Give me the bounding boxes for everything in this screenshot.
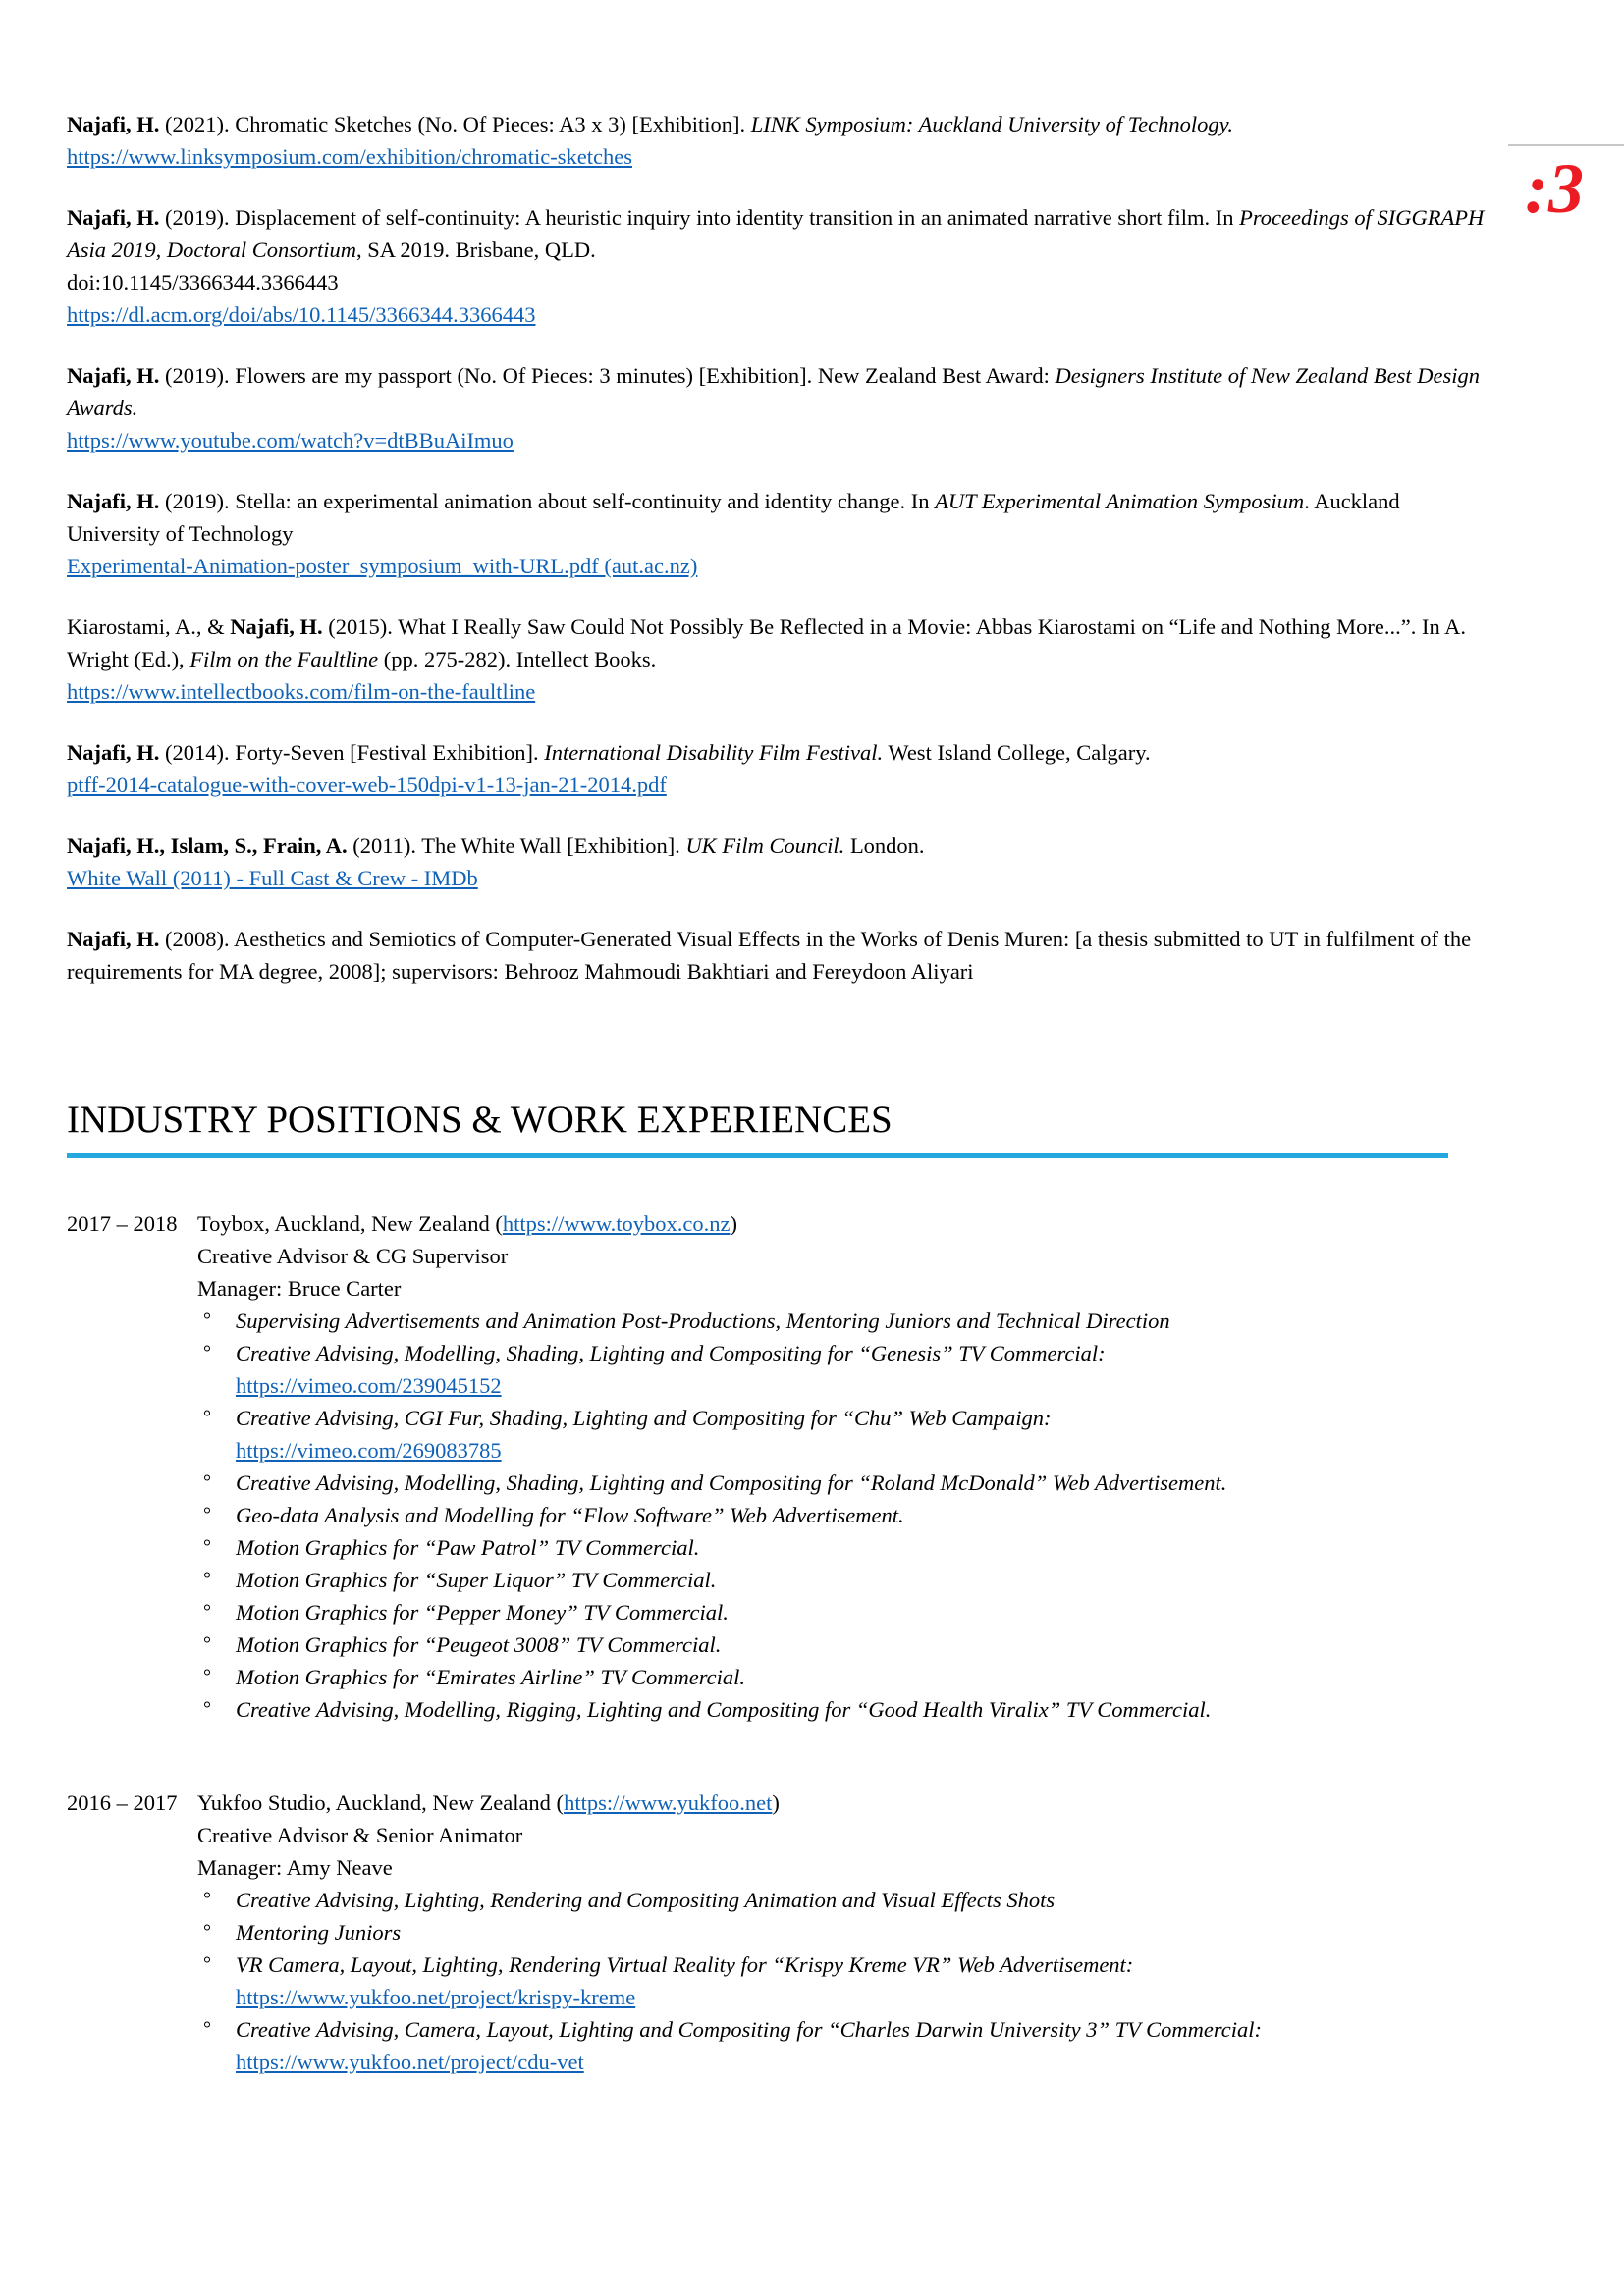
text-segment: Najafi, H. — [67, 112, 160, 136]
bullet-item — [197, 1916, 1498, 1949]
text-segment: (2019). Flowers are my passport (No. Of Pieces: 3 minutes) [Exhibition]. New Zealand Best Award: — [159, 363, 1056, 388]
bullet-item — [197, 1629, 1498, 1661]
publication-line — [67, 485, 1498, 550]
text-segment: Designers Institute of New Zealand Best Design Awards. — [67, 363, 1480, 420]
text-segment: Najafi, H. — [67, 363, 160, 388]
degree-bullet-icon: ° — [203, 1698, 211, 1720]
text-segment: London. — [844, 833, 925, 858]
experiences-list — [67, 1207, 1498, 2078]
text-segment: (2019). Stella: an experimental animation about self-continuity and identity change. In — [159, 489, 936, 513]
publication-line — [67, 923, 1498, 988]
publication-line — [67, 108, 1498, 140]
bullet-label: Creative Advising, Modelling, Shading, Lighting and Compositing for “Roland McDonald” Web Advertisement. — [236, 1470, 1227, 1495]
degree-bullet-icon: ° — [203, 1342, 211, 1363]
bullet-item — [197, 1564, 1498, 1596]
bullet-content — [236, 1661, 1498, 1693]
bullet-label: Creative Advising, Lighting, Rendering and Compositing Animation and Visual Effects Shots — [236, 1888, 1056, 1912]
hyperlink[interactable]: https://www.youtube.com/watch?v=dtBBuAiImuo — [67, 428, 514, 453]
publication-entry — [67, 359, 1498, 456]
bullet-content — [236, 1467, 1498, 1499]
bullet-content — [236, 1337, 1498, 1402]
text-segment: International Disability Film Festival. — [544, 740, 884, 765]
degree-bullet-icon: ° — [203, 1407, 211, 1428]
experience-dates: 2016 – 2017 — [67, 1790, 178, 1815]
bullet-label: Motion Graphics for “Paw Patrol” TV Commercial. — [236, 1535, 700, 1560]
bullet-content — [236, 1402, 1498, 1467]
hyperlink[interactable]: https://www.yukfoo.net/project/cdu-vet — [236, 2050, 584, 2074]
hyperlink[interactable]: https://www.yukfoo.net — [564, 1790, 773, 1815]
text-segment: Film on the Faultline — [189, 647, 379, 671]
experience-organization — [197, 1207, 1498, 1240]
hyperlink[interactable]: https://www.linksymposium.com/exhibition/chromatic-sketches — [67, 144, 632, 169]
hyperlink[interactable]: https://www.intellectbooks.com/film-on-the-faultline — [67, 679, 536, 704]
text-segment: Yukfoo Studio, Auckland, New Zealand ( — [197, 1790, 565, 1815]
experience-entry — [67, 1787, 1498, 2078]
hyperlink[interactable]: Experimental-Animation-poster_symposium_with-URL.pdf (aut.ac.nz) — [67, 554, 698, 578]
bullet-item — [197, 1693, 1498, 1726]
bullet-item — [197, 1337, 1498, 1402]
bullet-content — [236, 1564, 1498, 1596]
bullet-label: VR Camera, Layout, Lighting, Rendering Virtual Reality for “Krispy Kreme VR” Web Advertisement: — [236, 1952, 1134, 1977]
experience-entry — [67, 1207, 1498, 1726]
text-segment: (2021). Chromatic Sketches (No. Of Pieces: A3 x 3) [Exhibition]. — [159, 112, 751, 136]
bullet-item — [197, 1499, 1498, 1531]
text-segment: Najafi, H. — [67, 927, 160, 951]
degree-bullet-icon: ° — [203, 2018, 211, 2040]
bullet-item — [197, 1467, 1498, 1499]
degree-bullet-icon: ° — [203, 1953, 211, 1975]
hyperlink[interactable]: ptff-2014-catalogue-with-cover-web-150dpi-v1-13-jan-21-2014.pdf — [67, 773, 667, 797]
page-number: :3 — [1525, 149, 1584, 228]
publication-entry — [67, 829, 1498, 894]
text-segment: (2015). What I Really Saw Could Not Possibly Be Reflected in a Movie: Abbas Kiarostami on “Life and Nothing More...”. In A. Wright (Ed.), — [67, 614, 1466, 671]
bullet-label: Creative Advising, Modelling, Rigging, Lighting and Compositing for “Good Health Viralix” TV Commercial. — [236, 1697, 1212, 1722]
publication-entry — [67, 736, 1498, 801]
experience-manager: Manager: Bruce Carter — [197, 1276, 402, 1301]
publication-line — [67, 769, 1498, 801]
publication-entry — [67, 611, 1498, 708]
bullet-label: Supervising Advertisements and Animation Post-Productions, Mentoring Juniors and Technical Direction — [236, 1308, 1170, 1333]
bullet-content — [236, 2013, 1498, 2078]
bullet-label: Creative Advising, CGI Fur, Shading, Lighting and Compositing for “Chu” Web Campaign: — [236, 1406, 1052, 1430]
publication-entry — [67, 201, 1498, 331]
experience-manager: Manager: Amy Neave — [197, 1855, 393, 1880]
hyperlink[interactable]: https://vimeo.com/239045152 — [236, 1373, 502, 1398]
text-segment: Najafi, H. — [67, 205, 160, 230]
text-segment: , SA 2019. Brisbane, QLD. — [356, 238, 596, 262]
bullet-item — [197, 1531, 1498, 1564]
experience-role: Creative Advisor & Senior Animator — [197, 1823, 523, 1847]
publication-line — [67, 266, 1498, 298]
text-segment: Najafi, H. — [67, 740, 160, 765]
text-segment: (2011). The White Wall [Exhibition]. — [347, 833, 686, 858]
publication-entry — [67, 923, 1498, 988]
bullet-content — [236, 1916, 1498, 1949]
bullet-item — [197, 1949, 1498, 2013]
publication-entry — [67, 485, 1498, 582]
degree-bullet-icon: ° — [203, 1633, 211, 1655]
text-segment: doi:10.1145/3366344.3366443 — [67, 270, 339, 294]
text-segment: Najafi, H. — [230, 614, 323, 639]
degree-bullet-icon: ° — [203, 1601, 211, 1623]
publication-line — [67, 550, 1498, 582]
publication-line — [67, 736, 1498, 769]
bullet-content — [236, 1693, 1498, 1726]
degree-bullet-icon: ° — [203, 1471, 211, 1493]
text-segment: LINK Symposium: Auckland University of Technology. — [750, 112, 1233, 136]
bullet-content — [236, 1949, 1498, 2013]
bullet-label: Motion Graphics for “Super Liquor” TV Commercial. — [236, 1568, 717, 1592]
publication-line — [67, 298, 1498, 331]
publication-line — [67, 424, 1498, 456]
bullet-label: Motion Graphics for “Emirates Airline” TV Commercial. — [236, 1665, 745, 1689]
text-segment: UK Film Council. — [685, 833, 845, 858]
experience-dates: 2017 – 2018 — [67, 1211, 178, 1236]
header-divider-line — [1508, 144, 1624, 146]
bullet-label: Mentoring Juniors — [236, 1920, 402, 1945]
bullet-label: Motion Graphics for “Pepper Money” TV Commercial. — [236, 1600, 729, 1625]
text-segment: Najafi, H., Islam, S., Frain, A. — [67, 833, 348, 858]
section-heading-industry-positions: INDUSTRY POSITIONS & WORK EXPERIENCES — [67, 1097, 1448, 1158]
bullet-content — [236, 1629, 1498, 1661]
publication-line — [67, 829, 1498, 862]
bullet-content — [236, 1531, 1498, 1564]
hyperlink[interactable]: https://www.yukfoo.net/project/krispy-kreme — [236, 1985, 636, 2009]
text-segment: ) — [772, 1790, 780, 1815]
bullet-item — [197, 1402, 1498, 1467]
text-segment: . Auckland University of Technology — [67, 489, 1400, 546]
degree-bullet-icon: ° — [203, 1666, 211, 1687]
text-segment: West Island College, Calgary. — [883, 740, 1151, 765]
degree-bullet-icon: ° — [203, 1569, 211, 1590]
text-segment: (2019). Displacement of self-continuity: A heuristic inquiry into identity transition in an animated narrative short film. In — [159, 205, 1240, 230]
bullet-item — [197, 1305, 1498, 1337]
experience-organization — [197, 1787, 1498, 1819]
text-segment: Toybox, Auckland, New Zealand ( — [197, 1211, 503, 1236]
degree-bullet-icon: ° — [203, 1536, 211, 1558]
bullet-label: Creative Advising, Modelling, Shading, Lighting and Compositing for “Genesis” TV Commercial: — [236, 1341, 1106, 1365]
bullet-item — [197, 1884, 1498, 1916]
text-segment: (2014). Forty-Seven [Festival Exhibition]. — [159, 740, 545, 765]
degree-bullet-icon: ° — [203, 1889, 211, 1910]
publication-line — [67, 611, 1498, 675]
publications-list — [67, 108, 1498, 988]
bullet-item — [197, 2013, 1498, 2078]
bullet-content — [236, 1884, 1498, 1916]
hyperlink[interactable]: https://www.toybox.co.nz — [502, 1211, 731, 1236]
bullet-item — [197, 1661, 1498, 1693]
page-content — [67, 108, 1498, 2078]
text-segment: ) — [730, 1211, 737, 1236]
text-segment: Najafi, H. — [67, 489, 160, 513]
bullet-label: Geo-data Analysis and Modelling for “Flow Software” Web Advertisement. — [236, 1503, 904, 1527]
experience-role: Creative Advisor & CG Supervisor — [197, 1244, 509, 1268]
text-segment: AUT Experimental Animation Symposium — [935, 489, 1305, 513]
publication-line — [67, 140, 1498, 173]
degree-bullet-icon: ° — [203, 1504, 211, 1525]
publication-line — [67, 675, 1498, 708]
bullet-content — [236, 1305, 1498, 1337]
degree-bullet-icon: ° — [203, 1309, 211, 1331]
bullet-content — [236, 1499, 1498, 1531]
text-segment: (2008). Aesthetics and Semiotics of Computer-Generated Visual Effects in the Works of Denis Muren: [a thesis submitted to UT in fulfilment of the requirements for MA degree, 2008]; supervisors: Behrooz Mahmoudi Bakhtiari and Fereydoon Aliyari — [67, 927, 1472, 984]
publication-line — [67, 359, 1498, 424]
bullet-label: Motion Graphics for “Peugeot 3008” TV Commercial. — [236, 1632, 722, 1657]
text-segment: Proceedings of SIGGRAPH Asia 2019, Doctoral Consortium — [67, 205, 1485, 262]
hyperlink[interactable]: White Wall (2011) - Full Cast & Crew - IMDb — [67, 866, 478, 890]
text-segment: (pp. 275-282). Intellect Books. — [378, 647, 657, 671]
bullet-item — [197, 1596, 1498, 1629]
publication-line — [67, 201, 1498, 266]
text-segment: Kiarostami, A., & — [67, 614, 231, 639]
publication-line — [67, 862, 1498, 894]
hyperlink[interactable]: https://dl.acm.org/doi/abs/10.1145/3366344.3366443 — [67, 302, 536, 327]
bullet-label: Creative Advising, Camera, Layout, Lighting and Compositing for “Charles Darwin University 3” TV Commercial: — [236, 2017, 1263, 2042]
degree-bullet-icon: ° — [203, 1921, 211, 1943]
experience-body — [197, 1787, 1498, 2078]
hyperlink[interactable]: https://vimeo.com/269083785 — [236, 1438, 502, 1463]
experience-body — [197, 1207, 1498, 1726]
publication-entry — [67, 108, 1498, 173]
bullet-content — [236, 1596, 1498, 1629]
